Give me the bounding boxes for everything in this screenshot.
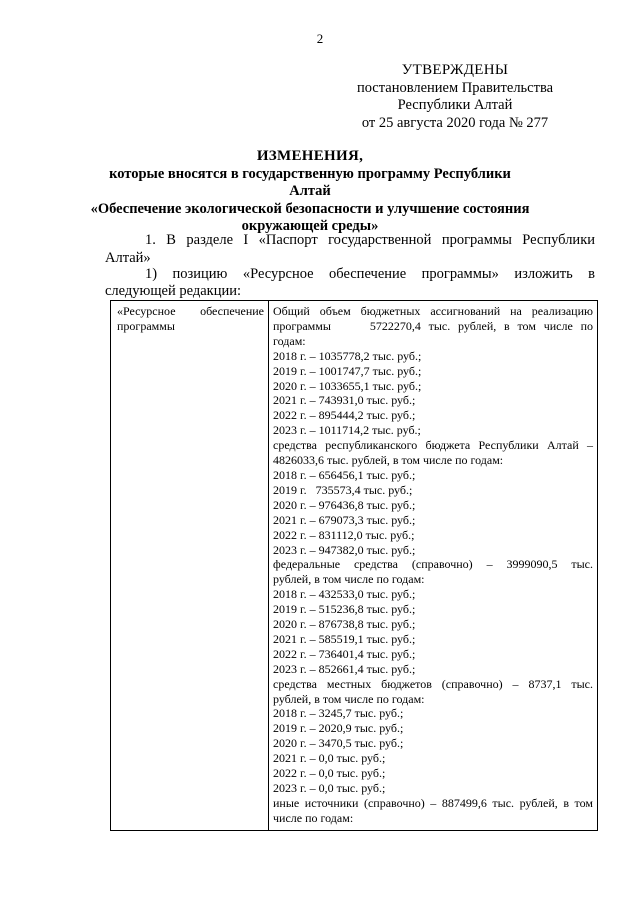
value-line: 2022 г. – 736401,4 тыс. руб.; [273, 646, 416, 661]
heading-line-1: которые вносятся в государственную программу Республики Алтай [109, 165, 511, 199]
value-line: 2021 г. – 585519,1 тыс. руб.; [273, 631, 416, 646]
resource-table-label-cell [111, 301, 269, 830]
approval-title: УТВЕРЖДЕНЫ [401, 62, 509, 78]
value-line: иные источники (справочно) – 887499,6 тыс. рублей, в том [273, 795, 593, 810]
value-line: федеральные средства (справочно) – 3999090,5 тыс. [273, 557, 593, 572]
value-line: программы 5722270,4 тыс. рублей, в том числе по [273, 318, 593, 333]
value-line: 2023 г. – 0,0 тыс. руб.; [273, 781, 386, 795]
heading-line-3: окружающей среды» [241, 218, 379, 234]
value-line: Общий объем бюджетных ассигнований на реализацию [273, 304, 593, 318]
value-line: 2021 г. – 743931,0 тыс. руб.; [273, 393, 416, 408]
value-line: 2018 г. – 432533,0 тыс. руб.; [273, 587, 416, 602]
value-line: 2020 г. – 1033655,1 тыс. руб.; [273, 378, 422, 393]
value-line: 2023 г. – 1011714,2 тыс. руб.; [273, 423, 421, 438]
value-line: 4826033,6 тыс. рублей, в том числе по годам: [273, 453, 504, 468]
approval-line-1: постановлением Правительства [356, 79, 554, 96]
resource-table [110, 300, 598, 831]
heading-line-2: «Обеспечение экологической безопасности и улучшение состояния [90, 200, 530, 217]
approval-block [340, 62, 570, 132]
value-line: 2018 г. – 656456,1 тыс. руб.; [273, 467, 416, 482]
page-number: 2 [316, 31, 324, 46]
value-line: 2020 г. – 876738,8 тыс. руб.; [273, 617, 416, 632]
approval-line-2: Республики Алтай [397, 97, 513, 113]
value-line: 2021 г. – 679073,3 тыс. руб.; [273, 512, 416, 527]
value-line: 2023 г. – 947382,0 тыс. руб.; [273, 542, 416, 557]
value-line: 2019 г. – 1001747,7 тыс. руб.; [273, 363, 422, 378]
document-heading [90, 148, 530, 236]
value-line: средства республиканского бюджета Республики Алтай – [273, 438, 593, 453]
label-line-2: программы [117, 319, 175, 333]
value-line: 2019 г. – 515236,8 тыс. руб.; [273, 602, 416, 617]
value-line: 2018 г. – 3245,7 тыс. руб.; [273, 706, 404, 721]
paragraph-section-1: 1. В разделе I «Паспорт государственной программы Республики Алтай» [105, 232, 595, 266]
paragraph-item-1: 1) позицию «Ресурсное обеспечение программы» изложить в [145, 266, 595, 282]
value-line: средства местных бюджетов (справочно) – 8737,1 тыс. [273, 676, 593, 691]
value-line: 2021 г. – 0,0 тыс. руб.; [273, 751, 386, 766]
value-line: рублей, в том числе по годам: [273, 572, 425, 587]
value-line: 2020 г. – 976436,8 тыс. руб.; [273, 497, 416, 512]
approval-line-3: от 25 августа 2020 года № 277 [361, 114, 549, 131]
paragraph-item-1-continued: следующей редакции: [105, 283, 242, 299]
heading-title: ИЗМЕНЕНИЯ, [256, 148, 364, 164]
value-line: 2018 г. – 1035778,2 тыс. руб.; [273, 348, 422, 363]
value-line: годам: [273, 333, 306, 348]
label-line-1: «Ресурсное обеспечение [117, 304, 264, 318]
value-line: 2019 г. – 2020,9 тыс. руб.; [273, 721, 404, 736]
resource-table-value-cell [269, 301, 597, 830]
value-line: 2020 г. – 3470,5 тыс. руб.; [273, 736, 404, 751]
value-line: рублей, в том числе по годам: [273, 691, 425, 706]
value-line: 2022 г. – 831112,0 тыс. руб.; [273, 527, 415, 542]
value-line: 2022 г. – 895444,2 тыс. руб.; [273, 408, 416, 423]
value-line: 2023 г. – 852661,4 тыс. руб.; [273, 661, 416, 676]
value-line: числе по годам: [273, 810, 354, 825]
value-line: 2019 г. 735573,4 тыс. руб.; [273, 482, 413, 497]
value-line: 2022 г. – 0,0 тыс. руб.; [273, 766, 386, 781]
